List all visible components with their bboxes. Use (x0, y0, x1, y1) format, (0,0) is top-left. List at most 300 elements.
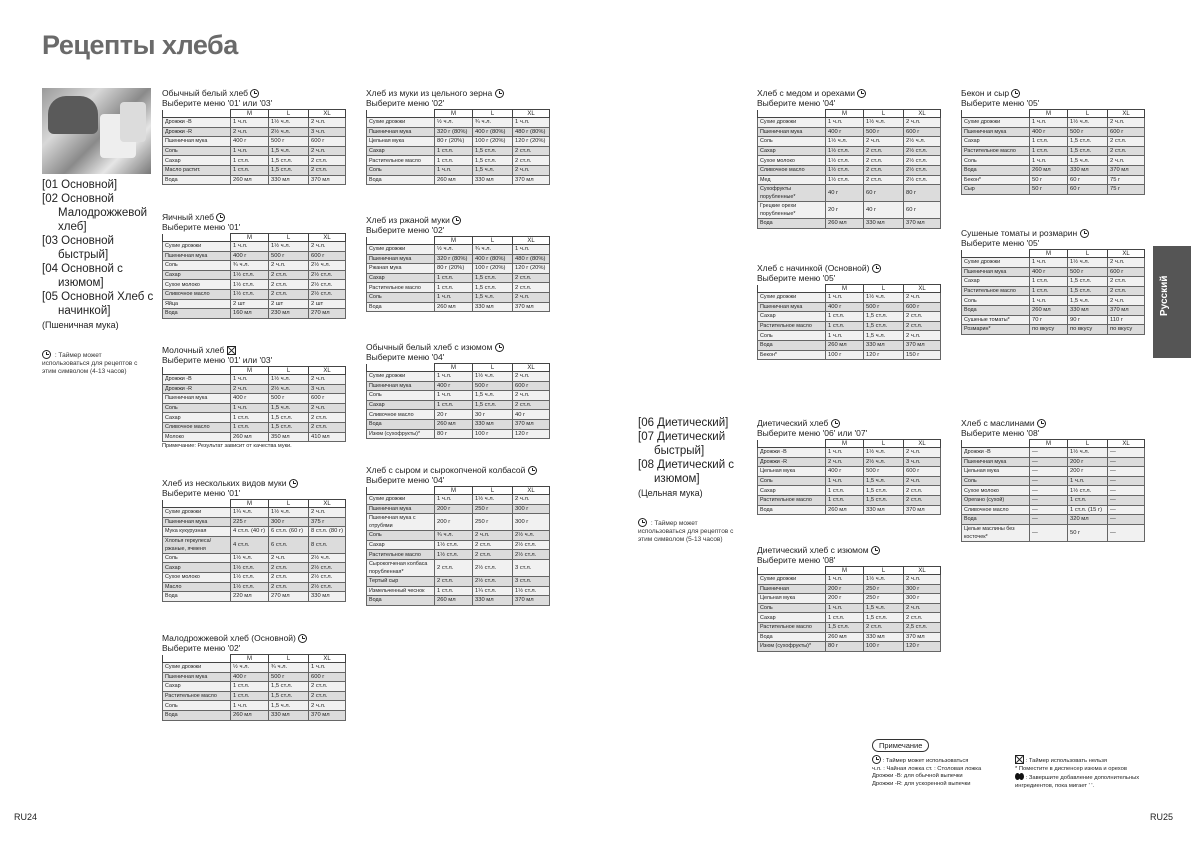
clock-icon (872, 264, 881, 273)
table-row (962, 524, 1145, 541)
ingredient-name: Дрожжи -В (163, 118, 231, 128)
table-row (367, 372, 550, 382)
ingredient-amount: 1,5 ч.л. (1068, 156, 1108, 166)
ingredient-amount: 370 мл (309, 710, 346, 720)
ingredient-amount: 260 мл (231, 432, 269, 442)
size-column-header: XL (1108, 110, 1145, 118)
table-corner (758, 440, 826, 448)
ingredient-name: Вода (163, 175, 231, 185)
table-row (758, 331, 941, 341)
table-corner (163, 110, 231, 118)
menu-flour-type: (Пшеничная мука) (42, 320, 119, 330)
size-column-header: XL (513, 237, 550, 245)
ingredient-amount: — (1108, 505, 1145, 515)
size-column-header: XL (513, 110, 550, 118)
ingredient-amount: 400 г (231, 672, 269, 682)
clock-icon (831, 419, 840, 428)
ingredient-name: Сухие дрожжи (962, 118, 1030, 128)
ingredient-amount: 1 ч.л. (309, 663, 346, 673)
size-column-header: XL (904, 440, 941, 448)
table-corner (962, 440, 1030, 448)
ingredient-name: Сахар (758, 312, 826, 322)
ingredient-amount: 2½ ст.л. (904, 146, 941, 156)
ingredient-amount: 2 ст.л. (513, 283, 550, 293)
ingredients-table (757, 566, 941, 652)
ingredient-amount: 260 мл (435, 596, 473, 606)
size-column-header: L (864, 110, 904, 118)
table-row (163, 508, 346, 518)
ingredient-amount: 480 г (80%) (513, 127, 550, 137)
recipe-block (366, 342, 550, 439)
ingredient-amount: 1,5 ч.л. (269, 701, 309, 711)
size-column-header: L (864, 567, 904, 575)
ingredient-amount: 60 г (1068, 175, 1108, 185)
ingredient-name: Мед (758, 175, 826, 185)
ingredient-amount: 400 г (80%) (473, 127, 513, 137)
ingredient-amount: 1 ч.л. (435, 391, 473, 401)
ingredient-amount: 2½ ст.л. (904, 156, 941, 166)
ingredient-amount: 1 ч.л. (435, 292, 473, 302)
ingredient-name: Цельная мука (367, 137, 435, 147)
size-column-header: M (231, 655, 269, 663)
ingredient-amount: 120 г (864, 350, 904, 360)
ingredient-amount: 1 ст.л. (231, 413, 269, 423)
table-row (758, 350, 941, 360)
ingredient-name: Вода (367, 419, 435, 429)
table-corner (758, 285, 826, 293)
size-column-header: XL (904, 110, 941, 118)
recipe-menu-selection: Выберите меню '08' (757, 555, 836, 565)
ingredient-name: Целые маслины без косточек* (962, 524, 1030, 541)
recipe-block (757, 263, 941, 360)
recipe-block (757, 545, 941, 652)
ingredient-amount: 2 ч.л. (904, 293, 941, 303)
ingredient-amount: 1,5 ст.л. (1068, 137, 1108, 147)
clock-icon (871, 546, 880, 555)
ingredient-amount: — (1108, 457, 1145, 467)
table-row (962, 296, 1145, 306)
ingredient-amount: 1,5 ст.л. (473, 283, 513, 293)
menu-item: изюмом] (58, 277, 104, 289)
ingredient-name: Дрожжи -R (163, 384, 231, 394)
recipe-title: Обычный белый хлеб с изюмом (366, 342, 550, 352)
ingredient-amount: 1 ч.л. (435, 372, 473, 382)
ingredient-amount: 200 г (1068, 467, 1108, 477)
recipe-block (162, 478, 346, 602)
size-column-header: L (473, 110, 513, 118)
ingredient-amount: 370 мл (904, 505, 941, 515)
table-row (163, 299, 346, 309)
ingredient-amount: 1 ст.л. (231, 422, 269, 432)
table-row (962, 448, 1145, 458)
ingredient-name: Сливочное масло (962, 505, 1030, 515)
ingredient-amount: 260 мл (435, 302, 473, 312)
table-row (163, 118, 346, 128)
size-column-header: L (864, 440, 904, 448)
ingredient-amount: — (1030, 467, 1068, 477)
ingredient-amount: 200 г (826, 584, 864, 594)
ingredient-amount: 370 мл (1108, 165, 1145, 175)
ingredient-amount: — (1030, 515, 1068, 525)
ingredient-name: Пшеничная мука (367, 127, 435, 137)
table-row (758, 622, 941, 632)
ingredient-name: Сахар (962, 277, 1030, 287)
ingredient-amount: 600 г (309, 394, 346, 404)
clock-icon (1011, 89, 1020, 98)
ingredient-amount: 330 мл (269, 175, 309, 185)
ingredient-amount: 2½ ч.л. (309, 261, 346, 271)
table-row (163, 280, 346, 290)
table-row (367, 381, 550, 391)
ingredient-amount: 2 ч.л. (904, 603, 941, 613)
ingredient-amount: 2½ ст.л. (904, 165, 941, 175)
ingredient-amount: 2 ст.л. (904, 495, 941, 505)
ingredient-amount: 1½ ст.л. (231, 270, 269, 280)
ingredient-name: Пшеничная мука (367, 254, 435, 264)
ingredient-amount: 2 ч.л. (513, 391, 550, 401)
ingredient-amount: 70 г (1030, 315, 1068, 325)
ingredient-amount: 1 ч.л. (231, 701, 269, 711)
ingredient-name: Соль (163, 553, 231, 563)
ingredient-amount: 400 г (231, 394, 269, 404)
ingredient-amount: 1 ч.л. (513, 118, 550, 128)
ingredient-name: Вода (367, 302, 435, 312)
ingredient-name: Растительное масло (758, 622, 826, 632)
ingredient-amount: 75 г (1108, 175, 1145, 185)
size-column-header: L (473, 364, 513, 372)
recipe-block (162, 633, 346, 721)
ingredient-amount: 1½ ч.л. (269, 508, 309, 518)
ingredient-name: Масло (163, 582, 231, 592)
table-row (758, 340, 941, 350)
ingredient-amount: 1½ ст.л. (231, 572, 269, 582)
ingredient-amount: 2 ст.л. (904, 321, 941, 331)
table-row (758, 632, 941, 642)
ingredient-amount: 2½ ст.л. (473, 559, 513, 576)
ingredient-amount: 1,5 ч.л. (473, 165, 513, 175)
ingredient-name: Соль (367, 292, 435, 302)
table-row (163, 146, 346, 156)
ingredient-amount: 600 г (309, 672, 346, 682)
ingredient-amount: 6 ст.л. (60 г) (269, 527, 309, 537)
table-row (367, 146, 550, 156)
ingredient-amount: 2 ч.л. (513, 372, 550, 382)
size-column-header: XL (309, 367, 346, 375)
ingredient-name: Вода (163, 309, 231, 319)
ingredient-amount: 500 г (864, 127, 904, 137)
ingredient-amount: 2 ч.л. (309, 508, 346, 518)
page-title: Рецепты хлеба (42, 30, 238, 60)
ingredient-amount: 1 ч.л. (1030, 118, 1068, 128)
ingredient-amount: 370 мл (309, 175, 346, 185)
table-row (367, 410, 550, 420)
table-corner (163, 367, 231, 375)
ingredient-name: Растительное масло (367, 283, 435, 293)
ingredient-amount: 2 ст.л. (473, 550, 513, 560)
ingredient-amount: 330 мл (473, 419, 513, 429)
table-row (367, 292, 550, 302)
ingredient-name: Цельная мука (962, 467, 1030, 477)
ingredient-amount: 600 г (904, 127, 941, 137)
menu-item: [03 Основной (42, 235, 114, 247)
size-column-header: L (269, 500, 309, 508)
ingredient-name: Вода (163, 710, 231, 720)
ingredient-amount: 1 ст.л. (826, 613, 864, 623)
table-corner (367, 364, 435, 372)
ingredient-amount: 2½ ст.л. (473, 576, 513, 586)
size-column-header: XL (513, 487, 550, 495)
ingredient-amount: 40 г (513, 410, 550, 420)
recipe-title: Хлеб из нескольких видов муки (162, 478, 346, 488)
ingredient-name: Соль (163, 261, 231, 271)
ingredient-amount: 2 ч.л. (309, 403, 346, 413)
ingredient-amount: ¾ ч.л. (435, 531, 473, 541)
ingredient-amount: 1½ ч.л. (864, 448, 904, 458)
table-corner (962, 250, 1030, 258)
ingredient-amount: 2½ ст.л. (309, 572, 346, 582)
menu-item: [06 Диетический] (638, 417, 729, 429)
table-row (163, 536, 346, 553)
ingredient-amount: 2 ч.л. (904, 575, 941, 585)
ingredient-amount: 1½ ч.л. (864, 118, 904, 128)
ingredient-amount: ¾ ч.л. (473, 118, 513, 128)
ingredient-name: Сухие дрожжи (367, 372, 435, 382)
ingredient-amount: 2 ч.л. (309, 242, 346, 252)
table-row (163, 156, 346, 166)
ingredient-amount: 2 ст.л. (269, 582, 309, 592)
clock-icon (495, 89, 504, 98)
ingredient-name: Растительное масло (758, 495, 826, 505)
ingredient-name: Сахар (962, 137, 1030, 147)
size-column-header: M (435, 110, 473, 118)
size-column-header: M (826, 285, 864, 293)
ingredient-amount: 2 шт (269, 299, 309, 309)
ingredient-amount: 1,5 ч.л. (473, 292, 513, 302)
ingredient-amount: 3 ч.л. (309, 384, 346, 394)
table-row (758, 202, 941, 219)
ingredient-amount: 2½ ст.л. (309, 280, 346, 290)
ingredient-name: Соль (163, 403, 231, 413)
ingredient-amount: 300 г (513, 504, 550, 514)
table-row (962, 467, 1145, 477)
ingredient-amount: 330 мл (269, 710, 309, 720)
recipe-menu-selection: Выберите меню '05' (961, 238, 1040, 248)
ingredient-name: Бекон* (962, 175, 1030, 185)
ingredient-amount: 80 г (904, 185, 941, 202)
ingredient-amount: 330 мл (864, 219, 904, 229)
ingredient-amount: 370 мл (513, 302, 550, 312)
size-column-header: L (269, 367, 309, 375)
ingredient-amount: 2 ст.л. (864, 165, 904, 175)
ingredient-amount: по вкусу (1030, 325, 1068, 335)
ingredient-amount: 1¼ ст.л. (473, 586, 513, 596)
ingredient-amount: 600 г (309, 137, 346, 147)
table-row (367, 550, 550, 560)
table-row (367, 531, 550, 541)
ingredient-amount: 200 г (435, 514, 473, 531)
ingredient-amount: 2 ст.л. (435, 559, 473, 576)
ingredient-name: Растительное масло (758, 321, 826, 331)
ingredient-name: Дрожжи -В (962, 448, 1030, 458)
recipe-menu-selection: Выберите меню '01' или '03' (162, 355, 273, 365)
ingredient-name: Растительное масло (962, 146, 1030, 156)
menu-item: [02 Основной (42, 193, 114, 205)
ingredient-amount: 1,5 ст.л. (864, 613, 904, 623)
ingredient-amount: 1,5 ст.л. (473, 156, 513, 166)
ingredient-amount: 260 мл (1030, 305, 1068, 315)
ingredient-amount: 110 г (1108, 315, 1145, 325)
ingredient-amount: 300 г (269, 517, 309, 527)
ingredient-amount: 1½ ст.л. (826, 175, 864, 185)
table-row (962, 457, 1145, 467)
ingredient-name: Сухое молоко (962, 486, 1030, 496)
ingredient-name: Соль (163, 146, 231, 156)
ingredient-amount: 1 ст.л. (435, 146, 473, 156)
clock-icon (298, 634, 307, 643)
ingredient-amount: 2 ст.л. (904, 486, 941, 496)
ingredient-name: Пшеничная мука (163, 251, 231, 261)
table-row (163, 165, 346, 175)
ingredient-amount: 1 ч.л. (231, 146, 269, 156)
table-row (758, 185, 941, 202)
ingredient-amount: 200 г (1068, 457, 1108, 467)
ingredient-amount: — (1108, 515, 1145, 525)
size-column-header: M (1030, 250, 1068, 258)
table-row (163, 691, 346, 701)
ingredient-amount: 30 г (473, 410, 513, 420)
menu-list-left (42, 178, 157, 332)
recipe-title: Хлеб с сыром и сырокопченой колбасой (366, 465, 550, 475)
ingredient-amount: 225 г (231, 517, 269, 527)
ingredient-amount: 2 ст.л. (309, 691, 346, 701)
ingredient-amount: 330 мл (864, 340, 904, 350)
ingredient-amount: 1,5 ч.л. (864, 603, 904, 613)
ingredient-amount: 1 ст.л. (1030, 286, 1068, 296)
menu-item: [01 Основной] (42, 179, 118, 191)
ingredient-amount: 1,5 ст.л. (864, 486, 904, 496)
ingredient-amount: 500 г (269, 672, 309, 682)
ingredient-name: Сухое молоко (758, 156, 826, 166)
ingredient-amount: 320 мл (1068, 515, 1108, 525)
ingredient-amount: по вкусу (1108, 325, 1145, 335)
ingredient-amount: ¾ ч.л. (473, 245, 513, 255)
ingredients-table (961, 109, 1145, 195)
ingredient-amount: 2 ст.л. (1108, 137, 1145, 147)
clock-icon (1080, 229, 1089, 238)
ingredient-amount: 200 г (826, 594, 864, 604)
menu-item: [04 Основной с (42, 263, 123, 275)
ingredient-amount: 120 г (904, 642, 941, 652)
ingredient-amount: 4 ст.л. (231, 536, 269, 553)
ingredient-amount: 2 ч.л. (513, 292, 550, 302)
ingredient-amount: 500 г (473, 381, 513, 391)
ingredients-table (757, 109, 941, 229)
ingredient-name: Вода (962, 165, 1030, 175)
table-row (962, 305, 1145, 315)
legend-title: Примечание (872, 739, 929, 752)
ingredient-amount: 500 г (864, 467, 904, 477)
ingredient-amount: 330 мл (473, 596, 513, 606)
ingredient-amount: 2 ч.л. (904, 118, 941, 128)
ingredient-amount: 2 ст.л. (309, 165, 346, 175)
table-row (367, 264, 550, 274)
ingredient-amount: 2 ст.л. (1108, 146, 1145, 156)
ingredient-amount: 20 г (826, 202, 864, 219)
ingredient-amount: 2 ч.л. (904, 331, 941, 341)
table-row (163, 553, 346, 563)
ingredient-name: Мука кукурузная (163, 527, 231, 537)
ingredient-amount: 2 ст.л. (269, 289, 309, 299)
ingredient-amount: 50 г (1068, 524, 1108, 541)
ingredients-table (961, 439, 1145, 542)
ingredient-amount: — (1030, 476, 1068, 486)
ingredient-name: Сахар (758, 146, 826, 156)
ingredient-amount: 2 ст.л. (513, 273, 550, 283)
ingredient-amount: 50 г (1030, 175, 1068, 185)
ingredient-name: Сухое молоко (163, 280, 231, 290)
ingredient-amount: 1 ст.л. (826, 495, 864, 505)
table-row (163, 672, 346, 682)
ingredient-name: Сухие дрожжи (367, 118, 435, 128)
ingredient-amount: 1½ ч.л. (269, 375, 309, 385)
ingredient-amount: 260 мл (826, 340, 864, 350)
ingredient-amount: 600 г (309, 251, 346, 261)
ingredient-name: Вода (758, 219, 826, 229)
ingredient-amount: 1 ст.л. (826, 486, 864, 496)
ingredient-amount: 2,5 ст.л. (904, 622, 941, 632)
table-row (367, 576, 550, 586)
ingredient-amount: 330 мл (864, 505, 904, 515)
ingredient-amount: 1 ст.л. (1030, 137, 1068, 147)
language-tab[interactable]: Русский (1153, 246, 1191, 358)
ingredient-name: Масло растит. (163, 165, 231, 175)
table-row (367, 419, 550, 429)
ingredient-amount: 2½ ст.л. (513, 540, 550, 550)
ingredient-name: Хлопья геркулеса/ ржаные, ячменя (163, 536, 231, 553)
ingredient-name: Сахар (163, 563, 231, 573)
recipe-title: Обычный белый хлеб (162, 88, 346, 98)
ingredient-amount: 2 ч.л. (864, 137, 904, 147)
table-row (367, 302, 550, 312)
ingredient-name: Сливочное масло (163, 289, 231, 299)
recipe-menu-selection: Выберите меню '05' (961, 98, 1040, 108)
table-row (758, 219, 941, 229)
page-number-right: RU25 (1150, 812, 1174, 822)
table-row (367, 137, 550, 147)
ingredient-name: Дрожжи -R (758, 457, 826, 467)
table-row (758, 448, 941, 458)
ingredient-amount: 330 мл (864, 632, 904, 642)
recipe-title: Молочный хлеб (162, 345, 346, 355)
ingredient-name: Дрожжи -R (163, 127, 231, 137)
ingredient-amount: 260 мл (826, 632, 864, 642)
ingredient-name: Цельная мука (758, 467, 826, 477)
ingredient-name: Сахар (163, 682, 231, 692)
ingredient-amount: 20 г (435, 410, 473, 420)
table-row (163, 563, 346, 573)
table-row (367, 273, 550, 283)
ingredient-amount: — (1030, 495, 1068, 505)
ingredient-amount: 2 ст.л. (269, 563, 309, 573)
ingredient-amount: 400 г (826, 302, 864, 312)
recipe-block (366, 465, 550, 606)
table-row (962, 127, 1145, 137)
ingredient-amount: 1 ст.л. (1030, 277, 1068, 287)
size-column-header: L (473, 487, 513, 495)
ingredient-amount: 100 г (20%) (473, 264, 513, 274)
ingredient-name: Сыр (962, 185, 1030, 195)
ingredient-name: Соль (962, 156, 1030, 166)
